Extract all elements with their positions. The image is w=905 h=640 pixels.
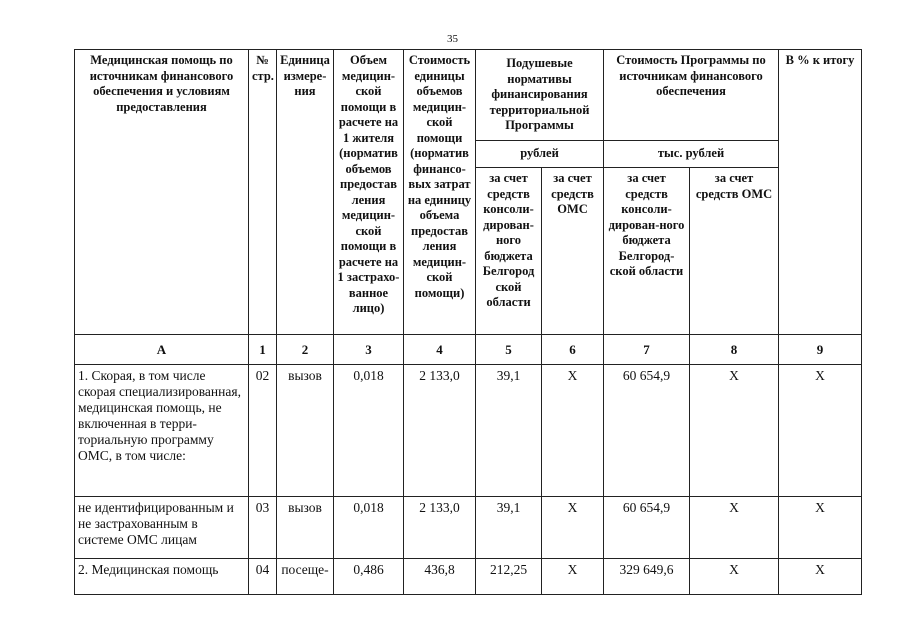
row-cost: 2 133,0 [404,497,476,559]
index-cell: 1 [249,335,277,365]
row-prog-oms: Х [690,559,779,595]
index-cell: 2 [277,335,334,365]
row-name: 1. Скорая, в том числе скорая специализированная, медицинская помощь, не включенная в терри-ториальную программу ОМС, в том числе: [75,365,249,497]
table-row [75,559,862,595]
row-prog-budget: 329 649,6 [604,559,690,595]
row-prog-oms: Х [690,365,779,497]
header-unit-rubles: рублей [476,141,604,168]
row-name: 2. Медицинская помощь [75,559,249,595]
table-row [75,365,862,497]
row-norm-budget: 212,25 [476,559,542,595]
index-cell: 7 [604,335,690,365]
header-sub-oms: за счет средств ОМС [542,168,604,335]
row-unit: вызов [277,497,334,559]
index-cell: 6 [542,335,604,365]
row-volume: 0,018 [334,497,404,559]
row-norm-oms: Х [542,365,604,497]
row-percent: Х [779,365,862,497]
header-unit-thousand: тыс. рублей [604,141,779,168]
index-row [75,335,862,365]
row-norm-budget: 39,1 [476,365,542,497]
row-prog-budget: 60 654,9 [604,497,690,559]
header-sub-oms-program: за счет средств ОМС [690,168,779,335]
index-cell: 4 [404,335,476,365]
row-percent: Х [779,497,862,559]
row-cost: 436,8 [404,559,476,595]
row-prog-oms: Х [690,497,779,559]
row-norm-oms: Х [542,559,604,595]
row-norm-oms: Х [542,497,604,559]
header-cost: Стоимость единицы объемов медицин-ской помощи (норматив финансо-вых затрат на единицу объема предостав ления медицин-ской помощи) [404,50,476,335]
index-cell: 5 [476,335,542,365]
row-num: 03 [249,497,277,559]
header-name: Медицинская помощь по источникам финансового обеспечения и условиям предоставления [75,50,249,335]
page-number: 35 [447,33,458,45]
financing-table [74,49,862,595]
header-sub-budget-program: за счет средств консоли-дирован-ного бюджета Белгород-ской области [604,168,690,335]
row-cost: 2 133,0 [404,365,476,497]
index-cell: 9 [779,335,862,365]
row-norm-budget: 39,1 [476,497,542,559]
index-cell: 8 [690,335,779,365]
table-row [75,497,862,559]
row-unit: посеще- [277,559,334,595]
row-num: 02 [249,365,277,497]
header-volume: Объем медицин-ской помощи в расчете на 1 жителя (норматив объемов предостав ления медицин-ской помощи в расчете на 1 застрахо-ванное лицо) [334,50,404,335]
index-cell: А [75,335,249,365]
header-percent: В % к итогу [779,50,862,335]
row-name: не идентифицированным и не застрахованным в системе ОМС лицам [75,497,249,559]
header-sub-budget: за счет средств консоли-дирован-ного бюджета Белгород ской области [476,168,542,335]
row-volume: 0,486 [334,559,404,595]
header-row-1 [75,50,862,141]
row-percent: Х [779,559,862,595]
header-num: № стр. [249,50,277,335]
header-program: Стоимость Программы по источникам финансового обеспечения [604,50,779,141]
header-unit: Единица измере-ния [277,50,334,335]
row-num: 04 [249,559,277,595]
header-norms: Подушевые нормативы финансирования территориальной Программы [476,50,604,141]
row-volume: 0,018 [334,365,404,497]
row-prog-budget: 60 654,9 [604,365,690,497]
row-unit: вызов [277,365,334,497]
index-cell: 3 [334,335,404,365]
